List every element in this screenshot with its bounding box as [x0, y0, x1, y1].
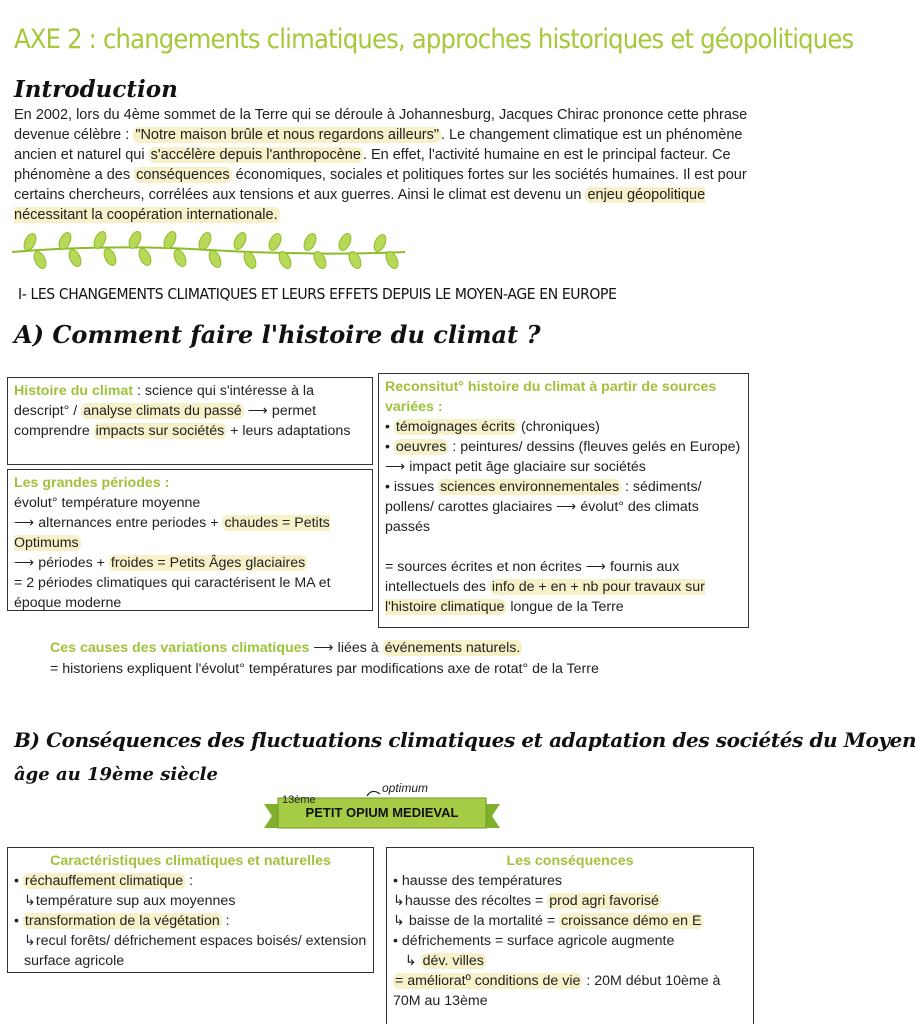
box-histoire-text-1: : science qui s'intéresse à la descript° /	[14, 383, 314, 419]
bullet-2-text: : peintures/ dessins (fleuves gelés en Europe) ⟶ impact petit âge glaciaire sur sociétés	[385, 439, 741, 475]
con-line-2	[393, 891, 747, 911]
causes-line-1	[50, 638, 599, 659]
section-heading-1: I- LES CHANGEMENTS CLIMATIQUES ET LEURS EFFETS DEPUIS LE MOYEN-AGE EN EUROPE	[18, 285, 617, 303]
banner-small-label: 13ème	[282, 794, 316, 806]
con-line-2-text: ↳hausse des récoltes =	[393, 893, 548, 909]
box-periodes-line-2-text: ⟶ alternances entre periodes +	[14, 515, 223, 531]
highlight-temoignages: témoignages écrits	[395, 419, 515, 435]
causes-block	[50, 638, 599, 680]
box-grandes-periodes	[7, 469, 373, 611]
box-histoire-text-2: ⟶ permet comprendre	[14, 403, 317, 439]
highlight-dev-villes: dév. villes	[422, 953, 484, 969]
bullet-3-text: : sédiments/ pollens/ carottes glaciaires ⟶ évolut° des climats passés	[385, 479, 702, 535]
banner-petit-optimum	[262, 781, 502, 838]
box-histoire-title: Histoire du climat	[14, 383, 134, 399]
box-histoire-highlight-2: impacts sur sociétés	[95, 423, 225, 439]
page-title: AXE 2 : changements climatiques, approches historiques et géopolitiques	[14, 24, 854, 55]
highlight-info: info de + en + nb pour travaux sur l'histoire climatique	[385, 579, 705, 615]
highlight-sciences: sciences environnementales	[440, 479, 620, 495]
box-histoire-climat	[7, 377, 373, 465]
box-consequences	[386, 847, 754, 1024]
car-line-2: ↳température sup aux moyennes	[24, 893, 236, 909]
banner-correction-note: optimum	[382, 781, 429, 795]
box-periodes-title: Les grandes périodes :	[14, 475, 170, 491]
rec-paragraph-text: = sources écrites et non écrites ⟶ fournis aux intellectuels des	[385, 559, 680, 595]
car-line-1: • réchauffement climatique :	[14, 873, 194, 889]
highlight-prod-agri: prod agri favorisé	[549, 893, 659, 909]
con-line-6-text: : 20M début 10ème à 70M au 13ème	[393, 973, 721, 1009]
con-line-5-text: ↳	[393, 953, 421, 969]
highlight-oeuvres: oeuvres	[395, 439, 447, 455]
con-line-6	[393, 971, 747, 1011]
box-periodes-line-3-text: ⟶ périodes +	[14, 555, 109, 571]
box-reconstitution	[378, 373, 749, 628]
car-line-1-text: :	[185, 873, 194, 889]
highlight-croissance-demo: croissance démo en E	[561, 913, 702, 929]
box-periodes-line-2	[14, 513, 366, 553]
causes-highlight: événements naturels.	[384, 640, 521, 656]
intro-heading: Introduction	[14, 76, 178, 103]
highlight-conditions-vie: = amélioratº conditions de vie	[395, 973, 581, 989]
causes-text: ⟶ liées à	[309, 640, 383, 656]
box-reconstitution-bullet-3	[385, 477, 742, 537]
box-periodes-line-1: évolut° température moyenne	[14, 495, 201, 511]
subheading-b: B) Conséquences des fluctuations climatiques et adaptation des sociétés du Moyen	[14, 728, 916, 752]
box-reconstitution-paragraph	[385, 557, 742, 617]
con-line-3	[393, 911, 747, 931]
box-periodes-highlight-chaudes: chaudes = Petits Optimums	[14, 515, 330, 551]
intro-text-4: économiques, sociales et politiques fortes sur les sociétés humaines. Il est pour certains chercheurs, corrélées aux tensions et aux guerres. Ainsi le climat est devenu un	[14, 167, 747, 203]
box-reconstitution-title: Reconsitut° histoire du climat à partir de sources variées :	[385, 379, 717, 415]
intro-quote: "Notre maison brûle et nous regardons ailleurs"	[135, 127, 439, 143]
subheading-a: A) Comment faire l'histoire du climat ?	[14, 320, 541, 349]
highlight-rechauffement: réchauffement climatique	[24, 873, 184, 889]
rec-paragraph-end: longue de la Terre	[506, 599, 624, 615]
box-periodes-line-4: = 2 périodes climatiques qui caractérisent le MA et époque moderne	[14, 575, 331, 611]
intro-text-2: . Le changement climatique est un phénomène ancien et naturel qui	[14, 127, 743, 163]
box-caracteristiques	[7, 847, 374, 973]
box-reconstitution-bullet-2: • oeuvres : peintures/ dessins (fleuves gelés en Europe) ⟶ impact petit âge glaciaire sur sociétés	[385, 439, 741, 475]
car-line-3-text: :	[221, 913, 230, 929]
causes-title: Ces causes des variations climatiques	[50, 640, 310, 656]
con-line-5	[393, 951, 747, 971]
bullet-1-text: (chroniques)	[517, 419, 600, 435]
box-caracteristiques-title: Caractéristiques climatiques et naturelles	[50, 853, 331, 869]
box-histoire-text-3: + leurs adaptations	[226, 423, 351, 439]
con-line-1: • hausse des températures	[393, 873, 563, 889]
box-reconstitution-bullet-1: • témoignages écrits (chroniques)	[385, 419, 600, 435]
intro-text-3: . En effet, l'activité humaine en est le principal facteur. Ce phénomène a des	[14, 147, 731, 183]
con-line-3-text: ↳ baisse de la mortalité =	[393, 913, 560, 929]
car-line-4: ↳recul forêts/ défrichement espaces boisés/ extension surface agricole	[24, 933, 367, 969]
box-consequences-title: Les conséquences	[506, 853, 634, 869]
bullet-3-prefix: • issues	[385, 479, 439, 495]
subheading-b-line-2: âge au 19ème siècle	[14, 764, 218, 785]
intro-highlight-enjeu: enjeu géopolitique nécessitant la coopération internationale.	[14, 187, 706, 223]
highlight-vegetation: transformation de la végétation	[24, 913, 220, 929]
box-periodes-highlight-froides: froides = Petits Âges glaciaires	[110, 555, 306, 571]
intro-highlight-consequences: conséquences	[136, 167, 230, 183]
box-histoire-highlight-1: analyse climats du passé	[83, 403, 242, 419]
car-line-3: • transformation de la végétation :	[14, 913, 230, 929]
con-line-4: • défrichements = surface agricole augmente	[393, 933, 675, 949]
box-periodes-line-3	[14, 553, 366, 573]
intro-text-1: En 2002, lors du 4ème sommet de la Terre qui se déroule à Johannesburg, Jacques Chirac prononce cette phrase devenue célèbre :	[14, 107, 748, 143]
vine-divider	[10, 230, 410, 270]
causes-line-2: = historiens expliquent l'évolut° températures par modifications axe de rotat° de la Terre	[50, 661, 599, 677]
intro-highlight-acceleration: s'accélère depuis l'anthropocène	[150, 147, 361, 163]
banner-label: PETIT OPIUM MEDIEVAL	[305, 805, 459, 820]
intro-paragraph	[14, 105, 754, 225]
